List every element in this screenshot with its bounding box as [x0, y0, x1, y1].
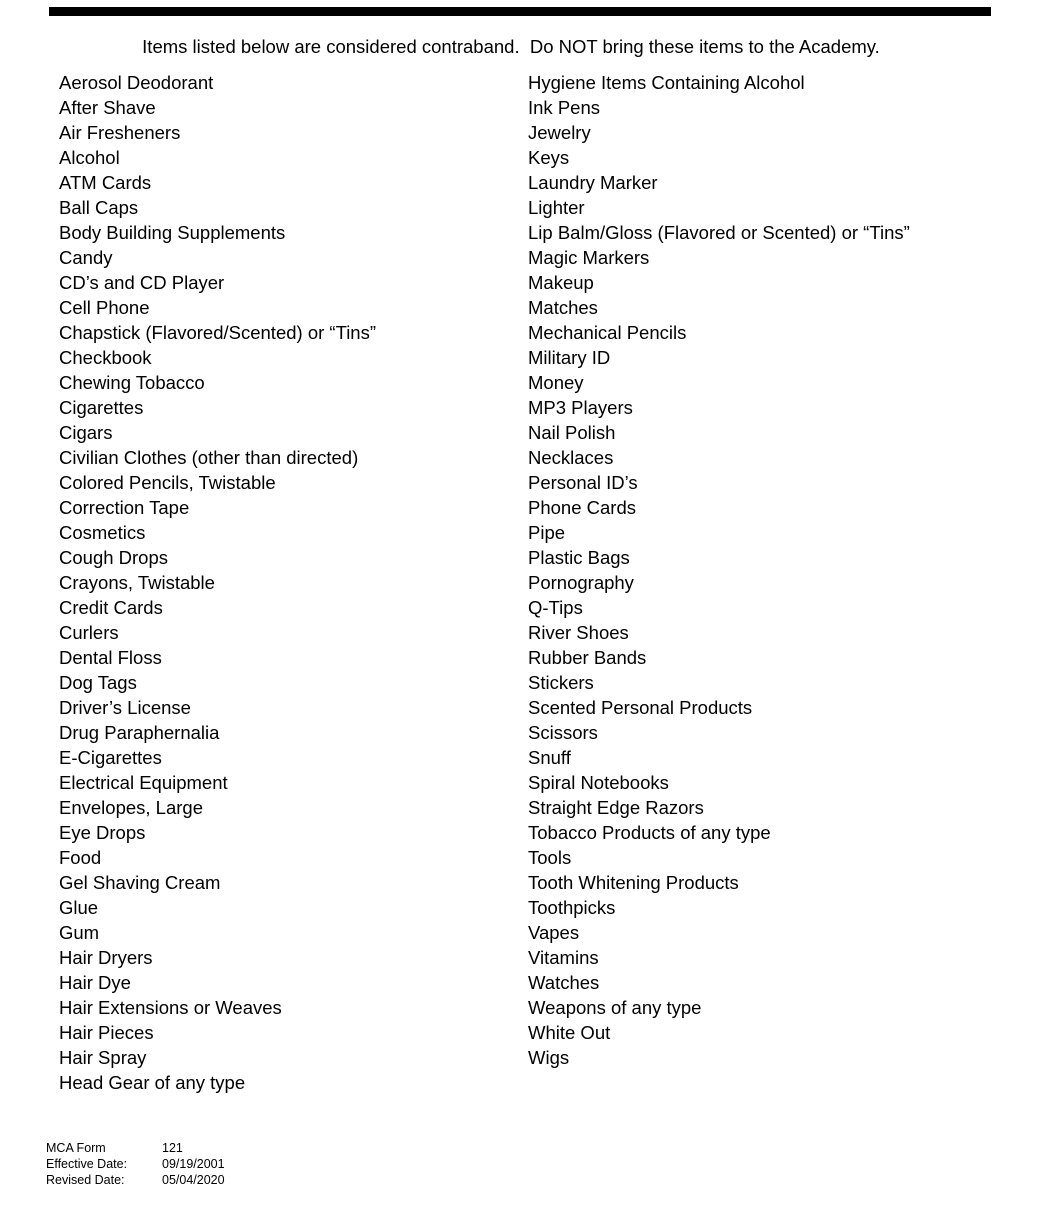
- contraband-item: Lighter: [528, 197, 585, 218]
- contraband-item: Tooth Whitening Products: [528, 872, 739, 893]
- contraband-item: Vapes: [528, 922, 580, 943]
- contraband-item: Hair Dryers: [59, 947, 153, 968]
- contraband-item: White Out: [528, 1022, 611, 1043]
- contraband-item: Cigarettes: [59, 397, 144, 418]
- contraband-item: Pornography: [528, 572, 634, 593]
- contraband-item: Snuff: [528, 747, 571, 768]
- contraband-list-left: [59, 70, 509, 1095]
- footer-label: MCA Form: [46, 1141, 106, 1155]
- contraband-item: Drug Paraphernalia: [59, 722, 220, 743]
- contraband-item: Q-Tips: [528, 597, 583, 618]
- top-rule: [49, 7, 991, 16]
- contraband-item: Curlers: [59, 622, 119, 643]
- contraband-item: Gel Shaving Cream: [59, 872, 221, 893]
- contraband-item: Nail Polish: [528, 422, 616, 443]
- contraband-item: Lip Balm/Gloss (Flavored or Scented) or “Tins”: [528, 222, 910, 243]
- contraband-item: Tools: [528, 847, 572, 868]
- footer-value: 121: [162, 1141, 183, 1155]
- footer-value: 09/19/2001: [162, 1157, 225, 1171]
- contraband-item: Alcohol: [59, 147, 120, 168]
- contraband-item: ATM Cards: [59, 172, 152, 193]
- contraband-item: CD’s and CD Player: [59, 272, 225, 293]
- contraband-item: After Shave: [59, 97, 156, 118]
- contraband-item: Jewelry: [528, 122, 591, 143]
- contraband-item: River Shoes: [528, 622, 629, 643]
- contraband-item: Mechanical Pencils: [528, 322, 687, 343]
- footer-row-effective-date: [46, 1156, 225, 1172]
- contraband-item: Matches: [528, 297, 598, 318]
- footer-value: 05/04/2020: [162, 1173, 225, 1187]
- contraband-item: Necklaces: [528, 447, 614, 468]
- contraband-item: Laundry Marker: [528, 172, 658, 193]
- footer-row-form: [46, 1140, 225, 1156]
- intro-text: Items listed below are considered contraband. Do NOT bring these items to the Academy.: [142, 36, 880, 57]
- contraband-item: Gum: [59, 922, 100, 943]
- contraband-item: Rubber Bands: [528, 647, 647, 668]
- contraband-item: Colored Pencils, Twistable: [59, 472, 276, 493]
- contraband-item: Body Building Supplements: [59, 222, 286, 243]
- contraband-item: Tobacco Products of any type: [528, 822, 771, 843]
- contraband-item: Makeup: [528, 272, 594, 293]
- footer-label: Revised Date:: [46, 1173, 125, 1187]
- contraband-item: Head Gear of any type: [59, 1072, 246, 1093]
- contraband-item: Aerosol Deodorant: [59, 72, 214, 93]
- contraband-item: Hair Extensions or Weaves: [59, 997, 282, 1018]
- contraband-item: E-Cigarettes: [59, 747, 162, 768]
- form-footer: [46, 1140, 225, 1188]
- contraband-item: Hygiene Items Containing Alcohol: [528, 72, 805, 93]
- contraband-item: Checkbook: [59, 347, 152, 368]
- contraband-item: Scissors: [528, 722, 598, 743]
- contraband-item: Vitamins: [528, 947, 599, 968]
- contraband-item: Phone Cards: [528, 497, 636, 518]
- footer-row-revised-date: [46, 1172, 225, 1188]
- contraband-item: Electrical Equipment: [59, 772, 228, 793]
- contraband-item: Glue: [59, 897, 99, 918]
- contraband-item: Driver’s License: [59, 697, 191, 718]
- contraband-item: Eye Drops: [59, 822, 146, 843]
- contraband-item: Chewing Tobacco: [59, 372, 205, 393]
- contraband-item: Stickers: [528, 672, 594, 693]
- contraband-item: Hair Dye: [59, 972, 131, 993]
- contraband-item: Pipe: [528, 522, 566, 543]
- contraband-item: Toothpicks: [528, 897, 616, 918]
- contraband-item: Crayons, Twistable: [59, 572, 215, 593]
- contraband-item: Cosmetics: [59, 522, 146, 543]
- contraband-item: Watches: [528, 972, 600, 993]
- contraband-item: Cigars: [59, 422, 113, 443]
- footer-label: Effective Date:: [46, 1157, 128, 1171]
- contraband-item: Credit Cards: [59, 597, 163, 618]
- contraband-item: Envelopes, Large: [59, 797, 203, 818]
- contraband-item: Correction Tape: [59, 497, 190, 518]
- contraband-item: Hair Pieces: [59, 1022, 154, 1043]
- contraband-item: Money: [528, 372, 584, 393]
- contraband-item: Weapons of any type: [528, 997, 702, 1018]
- contraband-item: Wigs: [528, 1047, 570, 1068]
- contraband-item: Food: [59, 847, 102, 868]
- contraband-list-right: [528, 70, 1028, 1070]
- contraband-item: Hair Spray: [59, 1047, 147, 1068]
- contraband-item: Civilian Clothes (other than directed): [59, 447, 359, 468]
- contraband-item: Candy: [59, 247, 113, 268]
- contraband-item: MP3 Players: [528, 397, 633, 418]
- contraband-item: Scented Personal Products: [528, 697, 753, 718]
- contraband-item: Ball Caps: [59, 197, 139, 218]
- contraband-item: Air Fresheners: [59, 122, 181, 143]
- contraband-item: Plastic Bags: [528, 547, 630, 568]
- contraband-item: Cell Phone: [59, 297, 150, 318]
- contraband-item: Personal ID’s: [528, 472, 638, 493]
- contraband-item: Straight Edge Razors: [528, 797, 704, 818]
- contraband-item: Ink Pens: [528, 97, 600, 118]
- contraband-item: Spiral Notebooks: [528, 772, 669, 793]
- contraband-item: Dog Tags: [59, 672, 137, 693]
- contraband-item: Keys: [528, 147, 570, 168]
- contraband-item: Magic Markers: [528, 247, 650, 268]
- contraband-item: Cough Drops: [59, 547, 169, 568]
- contraband-item: Dental Floss: [59, 647, 162, 668]
- contraband-item: Military ID: [528, 347, 611, 368]
- contraband-item: Chapstick (Flavored/Scented) or “Tins”: [59, 322, 377, 343]
